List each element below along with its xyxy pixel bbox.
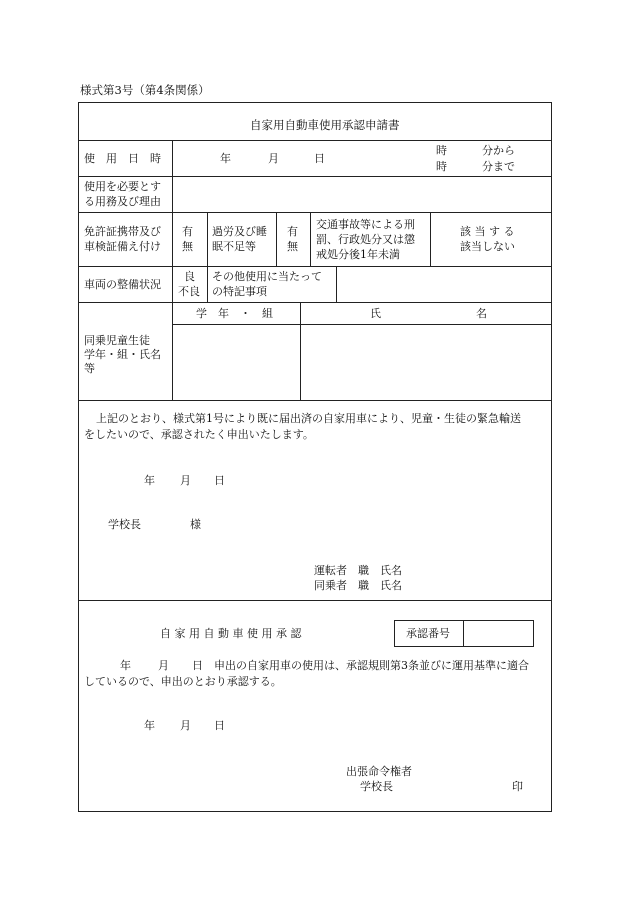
rule-license-yesno [207,212,208,302]
license-yes: 有 [182,225,193,238]
rule-application-bottom [78,600,552,601]
accident-label-line1: 交通事故等による刑 [316,218,415,231]
approval-seal: 印 [512,780,523,793]
rule-passenger-header-bottom [172,324,552,325]
driver-label: 運転者 職 氏名 [314,564,402,577]
special-notes-line2: の特記事項 [212,285,267,298]
approval-title: 自 家 用 自 動 車 使 用 承 認 [160,627,302,640]
maintenance-bad: 不良 [178,285,200,298]
accident-applicable: 該 当 す る [460,225,515,238]
rule-passenger-col [300,302,301,400]
accident-not-applicable: 該当しない [460,240,515,253]
form-number-label: 様式第3号（第4条関係） [80,83,210,97]
approval-principal: 学校長 [360,780,393,793]
passenger-label-line2: 学年・組・氏名 [84,348,161,361]
rule-datetime-bottom [78,176,552,177]
rule-purpose-bottom [78,212,552,213]
maintenance-label: 車両の整備状況 [84,278,161,291]
fatigue-yes: 有 [287,225,298,238]
application-title: 自家用自動車使用承認申請書 [250,118,400,132]
approval-text-day: 日 [192,659,203,672]
rule-special-right [336,266,337,302]
usage-minute-to: 分まで [482,160,515,173]
rule-title-bottom [78,140,552,141]
usage-minute-from: 分から [482,144,515,157]
application-date-year: 年 [144,474,155,487]
passenger-label-line1: 同乗児童生徒 [84,334,150,347]
usage-hour-from: 時 [436,144,447,157]
approval-text-year: 年 [120,659,131,672]
approval-text-month: 月 [158,659,169,672]
rule-accident-right [430,212,431,266]
usage-hour-to: 時 [436,160,447,173]
rule-maintenance-bottom [78,302,552,303]
passenger-col-name-2: 名 [476,307,487,320]
purpose-label-line2: る用務及び理由 [84,195,161,208]
principal-addressee: 学校長 [108,518,141,531]
approval-text-line2: しているので、申出のとおり承認する。 [84,675,282,688]
statement-line1: 上記のとおり、様式第1号により既に届出済の自家用車により、児童・生徒の緊急輸送 [96,412,521,425]
approval-text-line1: 申出の自家用車の使用は、承認規則第3条並びに運用基準に適合 [214,659,529,672]
passenger-col-name-1: 氏 [370,307,381,320]
usage-month: 月 [268,152,279,165]
fatigue-no: 無 [287,240,298,253]
maintenance-good: 良 [184,270,195,283]
license-label-line2: 車検証備え付け [84,240,161,253]
rule-passenger-bottom [78,400,552,401]
usage-day: 日 [314,152,325,165]
rule-fatigue-right [276,212,277,266]
approval-date-month: 月 [180,719,191,732]
license-label-line1: 免許証携帯及び [84,225,161,238]
approval-number-divider [463,620,464,647]
accident-label-line2: 罰、行政処分又は懲 [316,233,415,246]
license-no: 無 [182,240,193,253]
statement-line2: をしたいので、承認されたく申出いたします。 [84,428,314,441]
application-date-month: 月 [180,474,191,487]
approval-number-label: 承認番号 [406,627,450,640]
usage-datetime-label: 使 用 日 時 [84,152,161,165]
approval-authority: 出張命令権者 [346,765,412,778]
approval-date-year: 年 [144,719,155,732]
approval-date-day: 日 [214,719,225,732]
fatigue-label-line2: 眠不足等 [212,240,256,253]
rule-label-column [172,140,173,400]
passenger-sign-label: 同乗者 職 氏名 [314,579,402,592]
principal-honorific: 様 [190,518,201,531]
fatigue-label-line1: 過労及び睡 [212,225,267,238]
accident-label-line3: 戒処分後1年未満 [316,248,400,261]
passenger-label-line3: 等 [84,362,95,375]
purpose-label-line1: 使用を必要とす [84,180,161,193]
passenger-col-grade: 学 年 ・ 組 [196,307,273,320]
special-notes-line1: その他使用に当たって [212,270,322,283]
rule-fatigue-yesno [310,212,311,266]
rule-license-bottom [78,266,552,267]
application-date-day: 日 [214,474,225,487]
usage-year: 年 [220,152,231,165]
